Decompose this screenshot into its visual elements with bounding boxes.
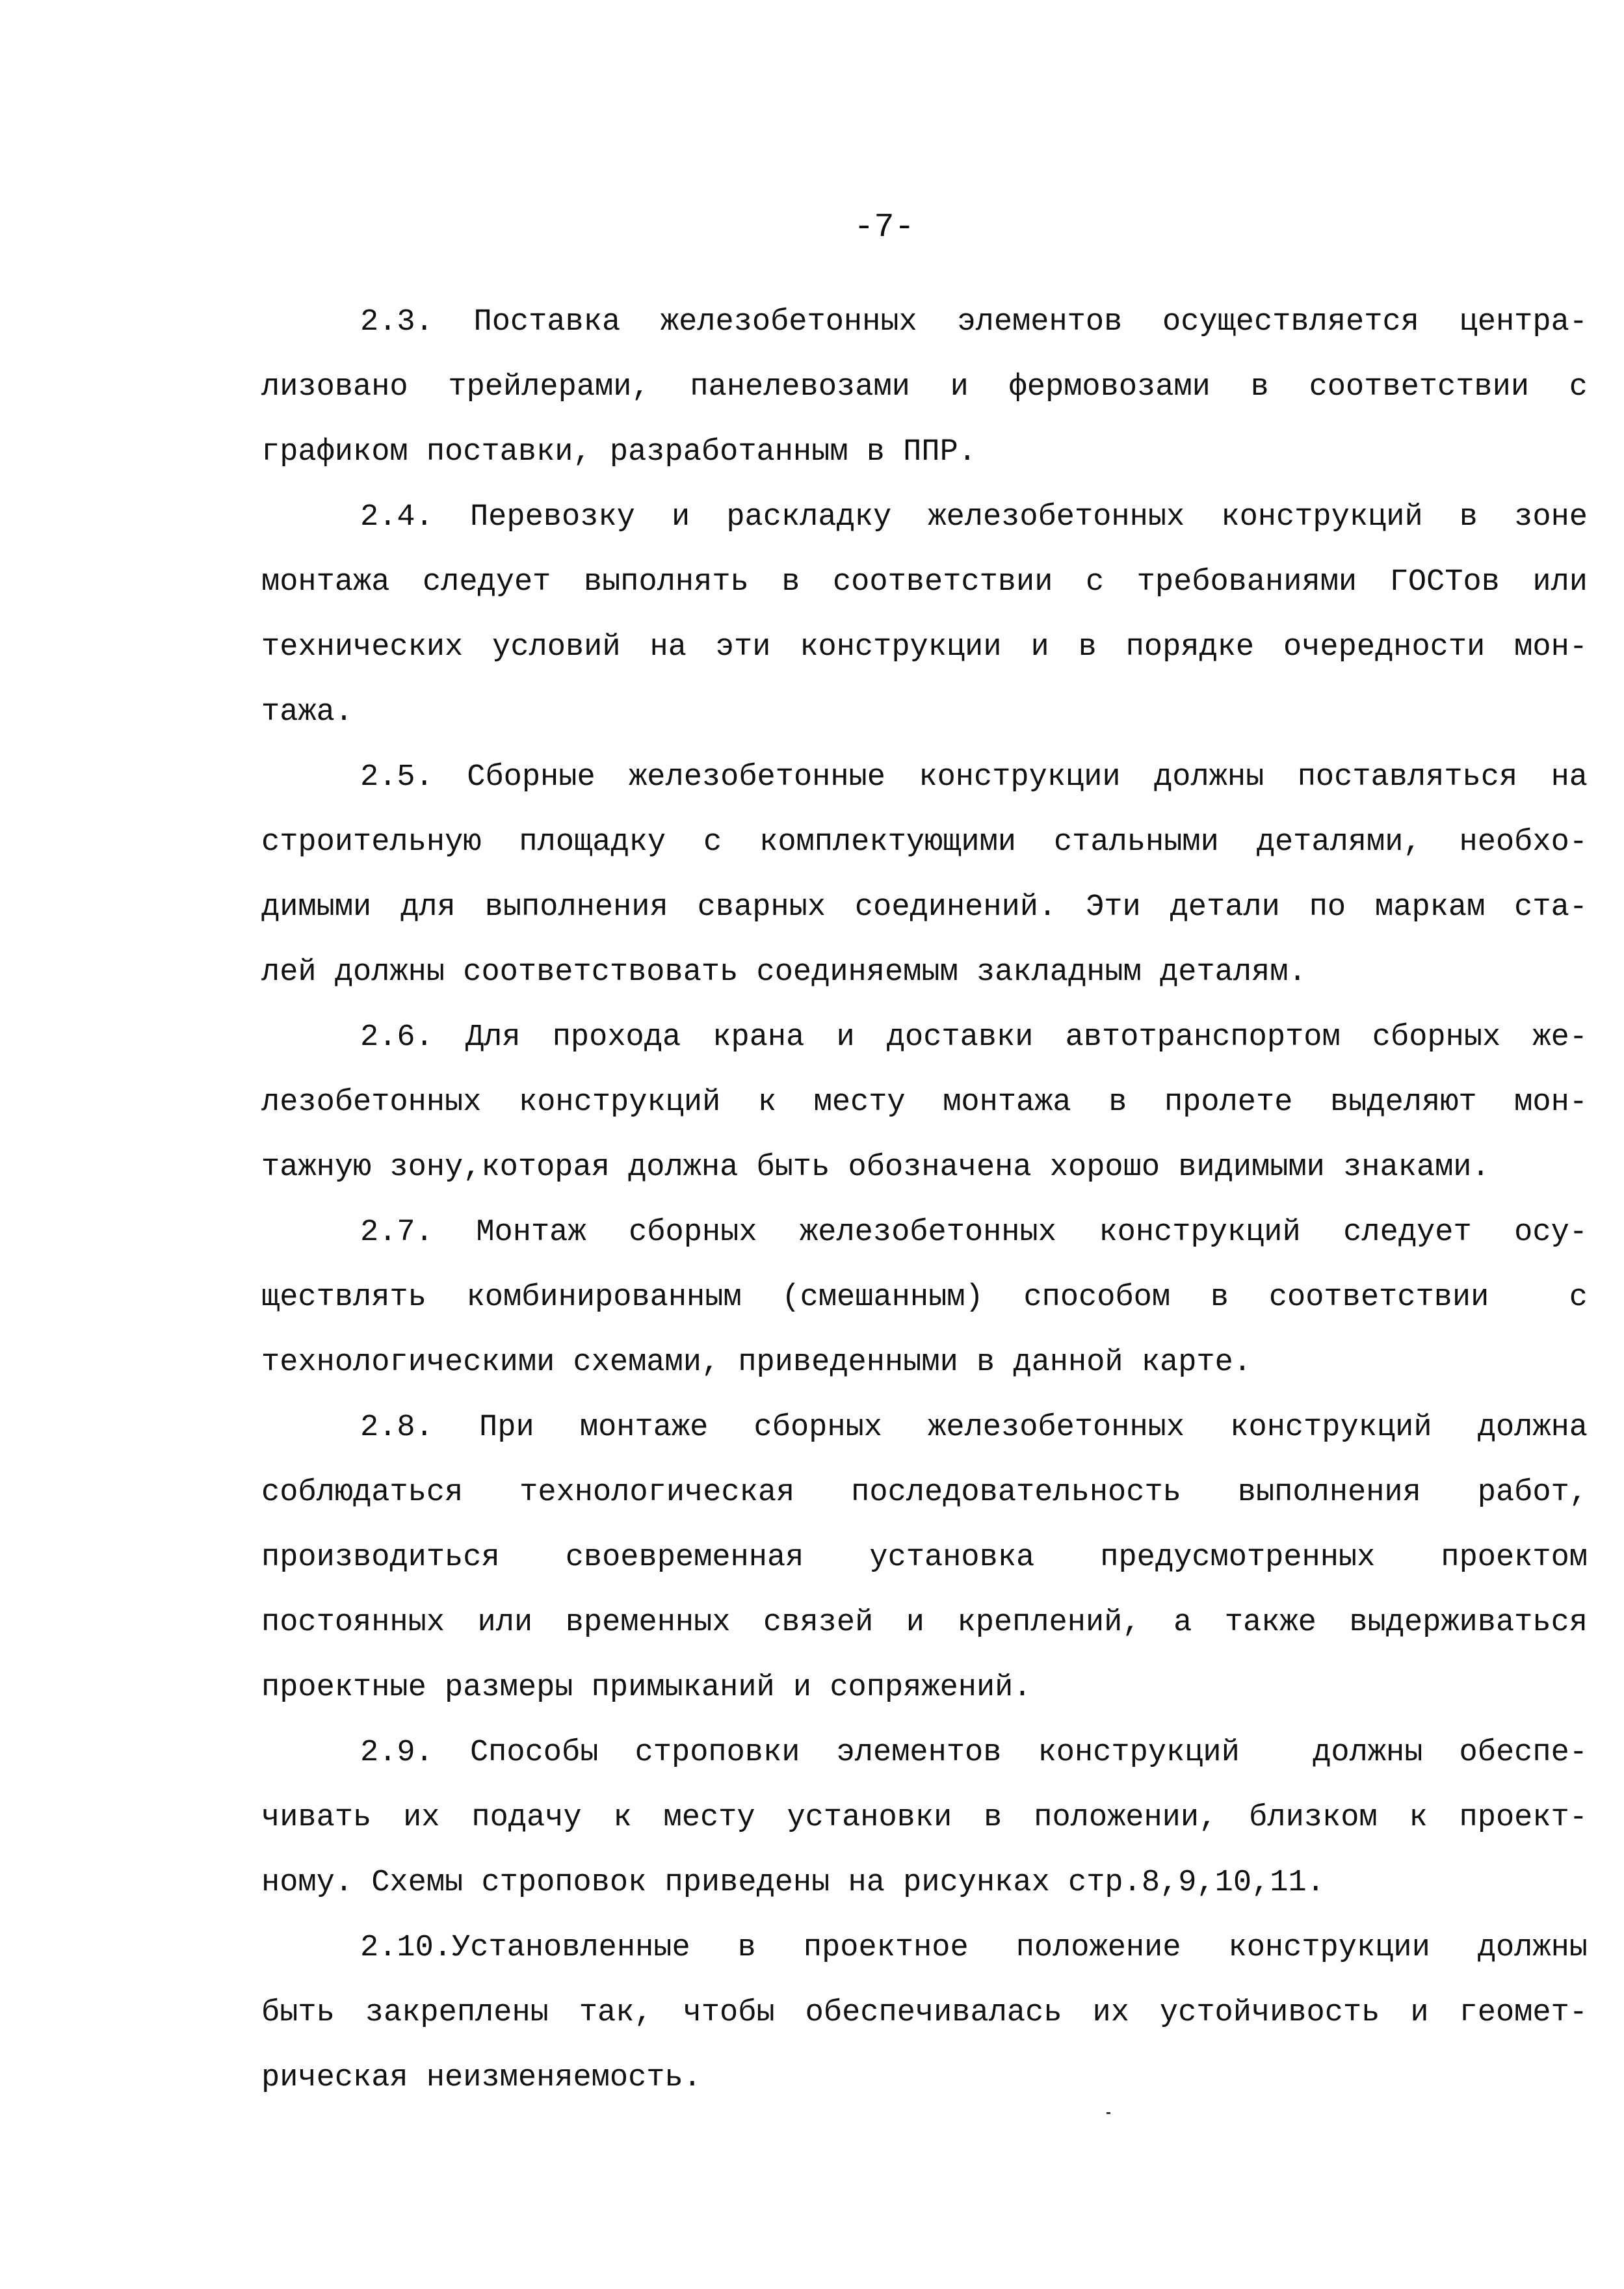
paragraph-line: 2.5. Сборные железобетонные конструкции должны поставляться на: [360, 760, 1588, 795]
paragraph-2-4: [261, 485, 1588, 745]
paragraph-2-7: [261, 1200, 1588, 1396]
paragraph-2-8: [261, 1396, 1588, 1721]
paragraph-line: тажную зону,которая должна быть обозначена хорошо видимыми знаками.: [261, 1150, 1490, 1185]
paragraph-line: рическая неизменяемость.: [261, 2061, 701, 2095]
paragraph-line: лезобетонных конструкций к месту монтажа в пролете выделяют мон-: [261, 1085, 1588, 1120]
paragraph-line: лизовано трейлерами, панелевозами и фермовозами в соответствии с: [261, 370, 1588, 404]
paragraph-line: ществлять комбинированным (смешанным) способом в соответствии с: [261, 1280, 1588, 1315]
paragraph-line: лей должны соответствовать соединяемым закладным деталям.: [261, 955, 1307, 990]
paragraph-2-3: [261, 290, 1588, 485]
paragraph-2-5: [261, 745, 1588, 1005]
paragraph-line: строительную площадку с комплектующими стальными деталями, необхо-: [261, 825, 1588, 860]
paragraph-line: чивать их подачу к месту установки в положении, близком к проект-: [261, 1801, 1588, 1835]
paragraph-line: 2.6. Для прохода крана и доставки автотранспортом сборных же-: [360, 1020, 1588, 1055]
paragraph-2-10: [261, 1916, 1588, 2111]
paragraph-line: 2.9. Способы строповки элементов конструкций должны обеспе-: [360, 1736, 1588, 1770]
paragraph-line: технических условий на эти конструкции и в порядке очередности мон-: [261, 630, 1588, 665]
paragraph-line: технологическими схемами, приведенными в данной карте.: [261, 1345, 1252, 1380]
paragraph-line: 2.4. Перевозку и раскладку железобетонных конструкций в зоне: [360, 500, 1588, 535]
paragraph-line: ному. Схемы строповок приведены на рисунках стр.8,9,10,11.: [261, 1866, 1325, 1900]
paragraph-line: димыми для выполнения сварных соединений. Эти детали по маркам ста-: [261, 890, 1588, 925]
paragraph-line: быть закреплены так, чтобы обеспечивалась их устойчивость и геомет-: [261, 1996, 1588, 2030]
paragraph-line: 2.3. Поставка железобетонных элементов осуществляется центра-: [360, 305, 1588, 339]
paragraph-line: тажа.: [261, 695, 354, 730]
paragraph-line: производиться своевременная установка предусмотренных проектом: [261, 1541, 1588, 1575]
page-number: -7-: [854, 208, 915, 246]
paragraph-line: 2.8. При монтаже сборных железобетонных конструкций должна: [360, 1410, 1588, 1445]
paragraph-line: монтажа следует выполнять в соответствии с требованиями ГОСТов или: [261, 565, 1588, 600]
scan-speck: [1107, 2112, 1110, 2114]
paragraph-line: 2.10.Установленные в проектное положение конструкции должны: [360, 1931, 1588, 1965]
paragraph-line: графиком поставки, разработанным в ППР.: [261, 435, 976, 470]
paragraph-line: 2.7. Монтаж сборных железобетонных конструкций следует осу-: [360, 1215, 1588, 1250]
paragraph-2-6: [261, 1005, 1588, 1200]
paragraph-line: проектные размеры примыканий и сопряжений.: [261, 1671, 1032, 1705]
paragraph-line: соблюдаться технологическая последовательность выполнения работ,: [261, 1475, 1588, 1510]
paragraph-2-9: [261, 1721, 1588, 1916]
paragraph-line: постоянных или временных связей и креплений, а также выдерживаться: [261, 1606, 1588, 1640]
document-body: [261, 290, 1588, 2111]
